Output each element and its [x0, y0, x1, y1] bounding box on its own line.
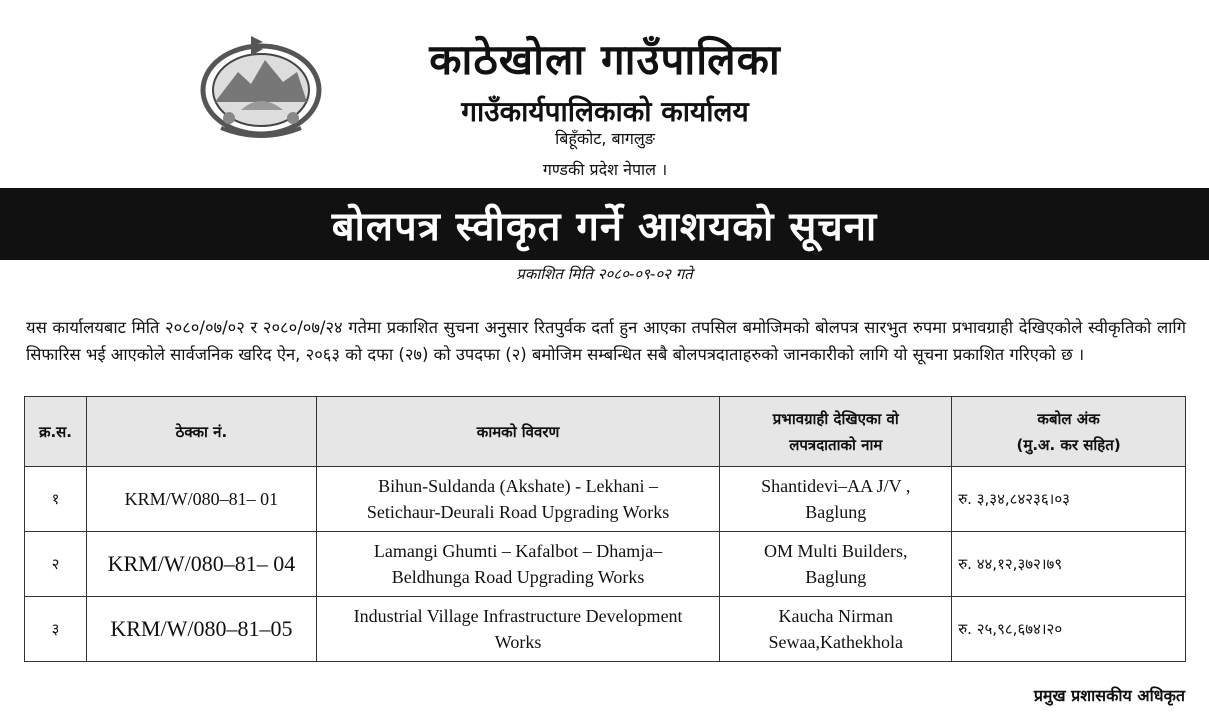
table-row	[25, 597, 1186, 662]
row-bidder-line1: OM Multi Builders,	[764, 541, 908, 561]
row-sn: ३	[25, 597, 87, 662]
row-amount: रु. २५,९८,६७४।२०	[952, 597, 1186, 662]
office-province: गण्डकी प्रदेश नेपाल ।	[542, 160, 668, 179]
table-row	[25, 532, 1186, 597]
row-contract-no: KRM/W/080–81– 01	[86, 467, 316, 532]
bid-table	[24, 396, 1186, 662]
row-description	[316, 467, 720, 532]
header-bidder-line1: प्रभावग्राही देखिएका वो	[772, 409, 899, 428]
header-description: कामको विवरण	[316, 397, 720, 467]
row-bidder-line1: Shantidevi–AA J/V ,	[761, 476, 911, 496]
office-location: बिहूँकोट, बागलुङ	[555, 129, 655, 148]
header-amount	[952, 397, 1186, 467]
notice-body: यस कार्यालयबाट मिति २०८०/०७/०२ र २०८०/०७/२४ गतेमा प्रकाशित सुचना अनुसार रितपुर्वक दर्ता हुन आएका तपसिल बमोजिमको बोलपत्र सारभुत रुपमा प्रभावग्राही देखिएकोले स्वीकृतिको लागि सिफारिस भई आएकोले सार्वजनिक खरिद ऐन, २०६३ को दफा (२७) को उपदफा (२) बमोजिम सम्बन्धित सबै बोलपत्रदाताहरुको जानकारीको लागि यो सूचना प्रकाशित गरिएको छ ।	[26, 318, 1186, 364]
table-row	[25, 467, 1186, 532]
row-bidder	[720, 467, 952, 532]
row-bidder-line1: Kaucha Nirman	[778, 606, 893, 626]
row-description	[316, 597, 720, 662]
row-sn: १	[25, 467, 87, 532]
row-bidder	[720, 532, 952, 597]
row-bidder-line2: Baglung	[805, 567, 867, 587]
row-description-line1: Industrial Village Infrastructure Development	[353, 606, 683, 626]
row-description-line1: Bihun-Suldanda (Akshate) - Lekhani –	[378, 476, 659, 496]
table-header-row	[25, 397, 1186, 467]
notice-title-banner	[0, 188, 1209, 260]
row-contract-no: KRM/W/080–81– 04	[86, 532, 316, 597]
nepal-emblem-icon	[193, 32, 329, 142]
row-description-line2: Beldhunga Road Upgrading Works	[391, 567, 645, 587]
row-description-line2: Works	[494, 632, 542, 652]
row-bidder	[720, 597, 952, 662]
office-subtitle: गाउँकार्यपालिकाको कार्यालय	[461, 95, 749, 128]
row-bidder-line2: Sewaa,Kathekhola	[768, 632, 903, 652]
row-amount: रु. ४४,१२,३७२।७९	[952, 532, 1186, 597]
office-name: काठेखोला गाउँपालिका	[429, 35, 781, 84]
header-sn: क्र.स.	[25, 397, 87, 467]
row-description-line1: Lamangi Ghumti – Kafalbot – Dhamja–	[373, 541, 663, 561]
signatory-title: प्रमुख प्रशासकीय अधिकृत	[1033, 686, 1185, 705]
header-amount-line2: (मु.अ. कर सहित)	[1016, 435, 1121, 454]
header-contract-no: ठेक्का नं.	[86, 397, 316, 467]
row-contract-no: KRM/W/080–81–05	[86, 597, 316, 662]
row-description	[316, 532, 720, 597]
header-amount-line1: कबोल अंक	[1037, 409, 1100, 428]
header-bidder	[720, 397, 952, 467]
row-sn: २	[25, 532, 87, 597]
row-description-line2: Setichaur-Deurali Road Upgrading Works	[366, 502, 670, 522]
header-bidder-line2: लपत्रदाताको नाम	[789, 435, 883, 454]
notice-title: बोलपत्र स्वीकृत गर्ने आशयको सूचना	[331, 203, 878, 250]
row-amount: रु. ३,३४,८४२३६।०३	[952, 467, 1186, 532]
row-bidder-line2: Baglung	[805, 502, 867, 522]
published-date: प्रकाशित मिति २०८०-०९-०२ गते	[516, 265, 693, 283]
